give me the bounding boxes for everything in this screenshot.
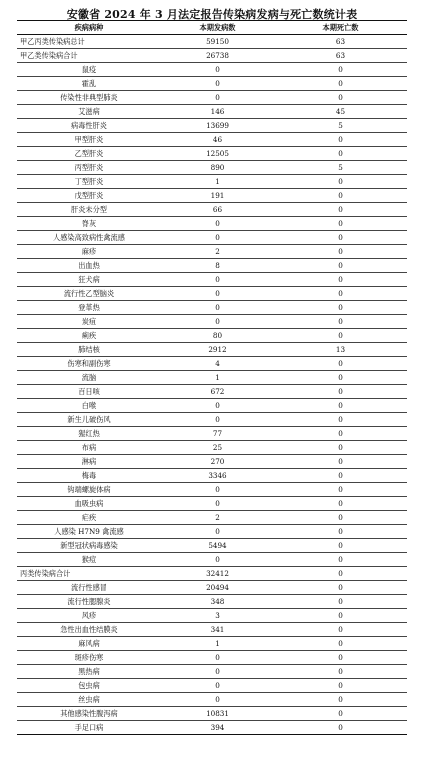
table-row [17, 665, 407, 679]
disease-name-cell: 血吸虫病 [17, 497, 161, 511]
table-row [17, 637, 407, 651]
disease-name-cell: 丙类传染病合计 [17, 567, 161, 581]
cases-cell: 0 [161, 553, 274, 567]
header-deaths: 本期死亡数 [274, 21, 407, 35]
disease-name-cell: 乙型肝炎 [17, 147, 161, 161]
cases-cell: 0 [161, 693, 274, 707]
table-row [17, 679, 407, 693]
table-header-row [17, 21, 407, 35]
table-row [17, 693, 407, 707]
disease-name-cell: 伤寒和副伤寒 [17, 357, 161, 371]
table-row [17, 623, 407, 637]
deaths-cell: 0 [274, 623, 407, 637]
table-row [17, 343, 407, 357]
table-row [17, 315, 407, 329]
cases-cell: 8 [161, 259, 274, 273]
cases-cell: 1 [161, 175, 274, 189]
deaths-cell: 5 [274, 119, 407, 133]
deaths-cell: 0 [274, 385, 407, 399]
cases-cell: 146 [161, 105, 274, 119]
disease-name-cell: 病毒性肝炎 [17, 119, 161, 133]
disease-name-cell: 流行性乙型脑炎 [17, 287, 161, 301]
disease-name-cell: 流行性腮腺炎 [17, 595, 161, 609]
table-row [17, 49, 407, 63]
table-row [17, 399, 407, 413]
disease-name-cell: 肺结核 [17, 343, 161, 357]
disease-name-cell: 其他感染性腹泻病 [17, 707, 161, 721]
header-cases: 本期发病数 [161, 21, 274, 35]
table-row [17, 287, 407, 301]
disease-name-cell: 炭疽 [17, 315, 161, 329]
deaths-cell: 0 [274, 217, 407, 231]
disease-name-cell: 出血热 [17, 259, 161, 273]
cases-cell: 0 [161, 301, 274, 315]
disease-name-cell: 传染性非典型肺炎 [17, 91, 161, 105]
deaths-cell: 0 [274, 399, 407, 413]
disease-name-cell: 人感染 H7N9 禽流感 [17, 525, 161, 539]
table-row [17, 259, 407, 273]
table-row [17, 273, 407, 287]
disease-name-cell: 痢疾 [17, 329, 161, 343]
disease-statistics-table [17, 20, 407, 735]
cases-cell: 0 [161, 679, 274, 693]
table-row [17, 707, 407, 721]
cases-cell: 5494 [161, 539, 274, 553]
deaths-cell: 0 [274, 273, 407, 287]
table-row [17, 371, 407, 385]
cases-cell: 66 [161, 203, 274, 217]
deaths-cell: 0 [274, 301, 407, 315]
table-row [17, 189, 407, 203]
table-row [17, 357, 407, 371]
disease-name-cell: 斑疹伤寒 [17, 651, 161, 665]
cases-cell: 0 [161, 77, 274, 91]
cases-cell: 10831 [161, 707, 274, 721]
deaths-cell: 0 [274, 329, 407, 343]
cases-cell: 270 [161, 455, 274, 469]
table-row [17, 595, 407, 609]
table-row [17, 511, 407, 525]
deaths-cell: 0 [274, 651, 407, 665]
table-row [17, 581, 407, 595]
table-row [17, 133, 407, 147]
table-row [17, 35, 407, 49]
cases-cell: 0 [161, 651, 274, 665]
cases-cell: 890 [161, 161, 274, 175]
disease-name-cell: 钩端螺旋体病 [17, 483, 161, 497]
cases-cell: 20494 [161, 581, 274, 595]
table-row [17, 427, 407, 441]
cases-cell: 0 [161, 399, 274, 413]
table-row [17, 77, 407, 91]
cases-cell: 2912 [161, 343, 274, 357]
table-row [17, 105, 407, 119]
disease-name-cell: 梅毒 [17, 469, 161, 483]
table-row [17, 63, 407, 77]
cases-cell: 341 [161, 623, 274, 637]
cases-cell: 0 [161, 413, 274, 427]
table-row [17, 161, 407, 175]
deaths-cell: 0 [274, 539, 407, 553]
deaths-cell: 0 [274, 707, 407, 721]
table-row [17, 651, 407, 665]
cases-cell: 2 [161, 511, 274, 525]
cases-cell: 3346 [161, 469, 274, 483]
deaths-cell: 0 [274, 287, 407, 301]
cases-cell: 0 [161, 665, 274, 679]
deaths-cell: 0 [274, 693, 407, 707]
deaths-cell: 0 [274, 525, 407, 539]
deaths-cell: 0 [274, 413, 407, 427]
table-row [17, 175, 407, 189]
deaths-cell: 0 [274, 77, 407, 91]
deaths-cell: 0 [274, 203, 407, 217]
disease-name-cell: 麻风病 [17, 637, 161, 651]
disease-name-cell: 丝虫病 [17, 693, 161, 707]
deaths-cell: 63 [274, 35, 407, 49]
disease-name-cell: 新型冠状病毒感染 [17, 539, 161, 553]
deaths-cell: 0 [274, 455, 407, 469]
disease-name-cell: 百日咳 [17, 385, 161, 399]
deaths-cell: 0 [274, 427, 407, 441]
disease-name-cell: 麻疹 [17, 245, 161, 259]
deaths-cell: 0 [274, 231, 407, 245]
cases-cell: 46 [161, 133, 274, 147]
deaths-cell: 0 [274, 581, 407, 595]
cases-cell: 0 [161, 63, 274, 77]
deaths-cell: 0 [274, 189, 407, 203]
deaths-cell: 63 [274, 49, 407, 63]
deaths-cell: 0 [274, 609, 407, 623]
deaths-cell: 0 [274, 441, 407, 455]
cases-cell: 672 [161, 385, 274, 399]
cases-cell: 0 [161, 231, 274, 245]
table-row [17, 217, 407, 231]
cases-cell: 191 [161, 189, 274, 203]
disease-name-cell: 狂犬病 [17, 273, 161, 287]
disease-name-cell: 鼠疫 [17, 63, 161, 77]
disease-name-cell: 淋病 [17, 455, 161, 469]
deaths-cell: 0 [274, 245, 407, 259]
disease-name-cell: 流脑 [17, 371, 161, 385]
deaths-cell: 0 [274, 469, 407, 483]
table-row [17, 385, 407, 399]
table-body [17, 35, 407, 735]
table-row [17, 231, 407, 245]
cases-cell: 12505 [161, 147, 274, 161]
cases-cell: 0 [161, 217, 274, 231]
deaths-cell: 0 [274, 637, 407, 651]
deaths-cell: 0 [274, 553, 407, 567]
disease-name-cell: 甲乙类传染病合计 [17, 49, 161, 63]
cases-cell: 394 [161, 721, 274, 735]
cases-cell: 0 [161, 91, 274, 105]
deaths-cell: 0 [274, 63, 407, 77]
table-row [17, 721, 407, 735]
cases-cell: 3 [161, 609, 274, 623]
disease-name-cell: 丙型肝炎 [17, 161, 161, 175]
disease-name-cell: 猴痘 [17, 553, 161, 567]
deaths-cell: 0 [274, 315, 407, 329]
deaths-cell: 0 [274, 511, 407, 525]
deaths-cell: 0 [274, 175, 407, 189]
deaths-cell: 0 [274, 567, 407, 581]
table-row [17, 539, 407, 553]
table-row [17, 609, 407, 623]
disease-name-cell: 新生儿破伤风 [17, 413, 161, 427]
deaths-cell: 0 [274, 721, 407, 735]
table-row [17, 455, 407, 469]
table-row [17, 119, 407, 133]
disease-name-cell: 戊型肝炎 [17, 189, 161, 203]
disease-name-cell: 黑热病 [17, 665, 161, 679]
disease-name-cell: 急性出血性结膜炎 [17, 623, 161, 637]
deaths-cell: 0 [274, 147, 407, 161]
cases-cell: 0 [161, 483, 274, 497]
cases-cell: 4 [161, 357, 274, 371]
cases-cell: 25 [161, 441, 274, 455]
cases-cell: 26738 [161, 49, 274, 63]
disease-name-cell: 包虫病 [17, 679, 161, 693]
deaths-cell: 13 [274, 343, 407, 357]
cases-cell: 59150 [161, 35, 274, 49]
deaths-cell: 5 [274, 161, 407, 175]
disease-name-cell: 艾滋病 [17, 105, 161, 119]
cases-cell: 13699 [161, 119, 274, 133]
cases-cell: 1 [161, 637, 274, 651]
deaths-cell: 0 [274, 483, 407, 497]
table-row [17, 525, 407, 539]
disease-name-cell: 猩红热 [17, 427, 161, 441]
cases-cell: 0 [161, 497, 274, 511]
deaths-cell: 0 [274, 91, 407, 105]
deaths-cell: 0 [274, 595, 407, 609]
table-row [17, 301, 407, 315]
disease-name-cell: 疟疾 [17, 511, 161, 525]
table-row [17, 147, 407, 161]
deaths-cell: 0 [274, 259, 407, 273]
cases-cell: 2 [161, 245, 274, 259]
table-row [17, 91, 407, 105]
disease-name-cell: 手足口病 [17, 721, 161, 735]
disease-name-cell: 甲乙丙类传染病总计 [17, 35, 161, 49]
disease-name-cell: 风疹 [17, 609, 161, 623]
disease-name-cell: 白喉 [17, 399, 161, 413]
document-title: 安徽省 2024 年 3 月法定报告传染病发病与死亡数统计表 [66, 8, 358, 21]
cases-cell: 0 [161, 525, 274, 539]
disease-name-cell: 登革热 [17, 301, 161, 315]
deaths-cell: 0 [274, 357, 407, 371]
table-row [17, 567, 407, 581]
deaths-cell: 0 [274, 665, 407, 679]
disease-name-cell: 人感染高致病性禽流感 [17, 231, 161, 245]
table-row [17, 469, 407, 483]
disease-name-cell: 脊灰 [17, 217, 161, 231]
table-row [17, 329, 407, 343]
cases-cell: 1 [161, 371, 274, 385]
cases-cell: 32412 [161, 567, 274, 581]
table-row [17, 413, 407, 427]
disease-name-cell: 甲型肝炎 [17, 133, 161, 147]
table-row [17, 483, 407, 497]
table-row [17, 553, 407, 567]
table-row [17, 245, 407, 259]
header-disease: 疾病病种 [17, 21, 161, 35]
table-row [17, 203, 407, 217]
deaths-cell: 0 [274, 497, 407, 511]
cases-cell: 0 [161, 315, 274, 329]
deaths-cell: 45 [274, 105, 407, 119]
disease-name-cell: 丁型肝炎 [17, 175, 161, 189]
disease-name-cell: 肝炎未分型 [17, 203, 161, 217]
deaths-cell: 0 [274, 679, 407, 693]
cases-cell: 0 [161, 273, 274, 287]
cases-cell: 0 [161, 287, 274, 301]
disease-name-cell: 流行性感冒 [17, 581, 161, 595]
disease-name-cell: 霍乱 [17, 77, 161, 91]
table-row [17, 497, 407, 511]
cases-cell: 348 [161, 595, 274, 609]
deaths-cell: 0 [274, 371, 407, 385]
table-row [17, 441, 407, 455]
deaths-cell: 0 [274, 133, 407, 147]
cases-cell: 77 [161, 427, 274, 441]
disease-name-cell: 布病 [17, 441, 161, 455]
cases-cell: 80 [161, 329, 274, 343]
